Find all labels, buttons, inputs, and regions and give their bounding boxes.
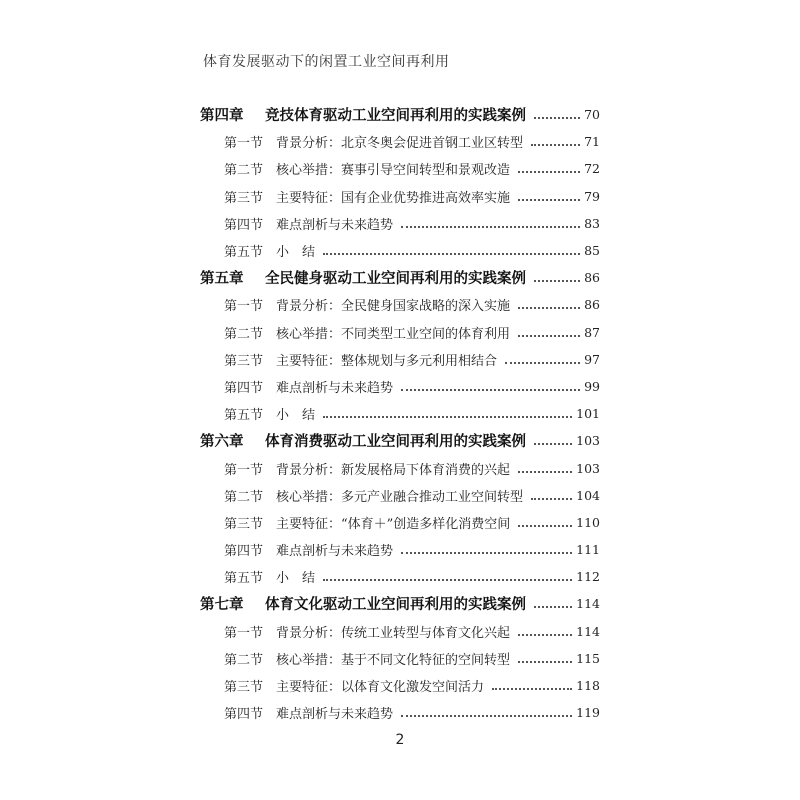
entry-title: 主要特征：整体规划与多元利用相结合 bbox=[276, 353, 498, 369]
entry-page-number: 119 bbox=[576, 705, 600, 721]
toc-chapter-entry bbox=[200, 101, 600, 128]
toc-section-entry bbox=[224, 645, 600, 672]
entry-page-number: 103 bbox=[576, 433, 600, 449]
entry-page-number: 87 bbox=[584, 324, 600, 340]
entry-page-number: 99 bbox=[584, 378, 600, 394]
entry-page-number: 71 bbox=[584, 134, 600, 150]
entry-number: 第四节 bbox=[224, 380, 264, 396]
entry-number: 第六章 bbox=[200, 433, 244, 451]
toc-chapter-entry bbox=[200, 427, 600, 454]
entry-number: 第一节 bbox=[224, 299, 264, 315]
table-of-contents bbox=[0, 101, 800, 726]
entry-number: 第三节 bbox=[224, 353, 264, 369]
entry-number: 第七章 bbox=[200, 596, 244, 614]
dot-leader bbox=[534, 116, 580, 119]
entry-number: 第二节 bbox=[224, 326, 264, 342]
entry-number: 第四章 bbox=[200, 107, 244, 125]
toc-chapter-entry bbox=[200, 264, 600, 291]
entry-number: 第三节 bbox=[224, 190, 264, 206]
running-header: 体育发展驱动下的闲置工业空间再利用 bbox=[203, 54, 450, 70]
entry-title: 核心举措：赛事引导空间转型和景观改造 bbox=[276, 163, 511, 179]
entry-title: 背景分析：传统工业转型与体育文化兴起 bbox=[276, 625, 511, 641]
toc-section-entry bbox=[224, 346, 600, 373]
dot-leader bbox=[531, 143, 580, 146]
entry-title: 主要特征：“体育＋”创造多样化消费空间 bbox=[276, 516, 511, 532]
entry-number: 第一节 bbox=[224, 625, 264, 641]
dot-leader bbox=[401, 551, 572, 554]
entry-title: 小 结 bbox=[276, 245, 316, 261]
entry-page-number: 115 bbox=[576, 650, 600, 666]
toc-section-entry bbox=[224, 291, 600, 318]
dot-leader bbox=[492, 687, 572, 690]
entry-page-number: 85 bbox=[584, 243, 600, 259]
entry-page-number: 97 bbox=[584, 351, 600, 367]
entry-title: 难点剖析与未来趋势 bbox=[276, 380, 394, 396]
entry-page-number: 86 bbox=[584, 297, 600, 313]
entry-number: 第四节 bbox=[224, 707, 264, 723]
dot-leader bbox=[518, 170, 580, 173]
entry-page-number: 70 bbox=[584, 107, 600, 123]
entry-number: 第三节 bbox=[224, 516, 264, 532]
entry-page-number: 86 bbox=[584, 270, 600, 286]
dot-leader bbox=[323, 578, 572, 581]
page-number: 2 bbox=[395, 732, 405, 748]
entry-number: 第二节 bbox=[224, 163, 264, 179]
entry-title: 小 结 bbox=[276, 408, 316, 424]
entry-number: 第四节 bbox=[224, 217, 264, 233]
entry-page-number: 118 bbox=[576, 678, 600, 694]
entry-number: 第五节 bbox=[224, 571, 264, 587]
entry-title: 体育文化驱动工业空间再利用的实践案例 bbox=[265, 596, 526, 614]
dot-leader bbox=[534, 442, 572, 445]
toc-section-entry bbox=[224, 155, 600, 182]
entry-number: 第一节 bbox=[224, 136, 264, 152]
entry-title: 体育消费驱动工业空间再利用的实践案例 bbox=[265, 433, 526, 451]
entry-page-number: 79 bbox=[584, 188, 600, 204]
entry-title: 竞技体育驱动工业空间再利用的实践案例 bbox=[265, 107, 526, 125]
dot-leader bbox=[534, 279, 580, 282]
dot-leader bbox=[505, 361, 580, 364]
toc-section-entry bbox=[224, 128, 600, 155]
entry-page-number: 114 bbox=[576, 623, 600, 639]
toc-section-entry bbox=[224, 210, 600, 237]
dot-leader bbox=[531, 497, 572, 500]
toc-section-entry bbox=[224, 237, 600, 264]
entry-page-number: 83 bbox=[584, 215, 600, 231]
entry-page-number: 101 bbox=[576, 406, 600, 422]
toc-section-entry bbox=[224, 373, 600, 400]
entry-title: 背景分析：全民健身国家战略的深入实施 bbox=[276, 299, 511, 315]
entry-page-number: 114 bbox=[576, 596, 600, 612]
entry-page-number: 104 bbox=[576, 487, 600, 503]
toc-section-entry bbox=[224, 563, 600, 590]
entry-number: 第五节 bbox=[224, 408, 264, 424]
dot-leader bbox=[401, 388, 580, 391]
toc-section-entry bbox=[224, 672, 600, 699]
entry-page-number: 112 bbox=[576, 569, 600, 585]
dot-leader bbox=[401, 714, 572, 717]
entry-number: 第三节 bbox=[224, 680, 264, 696]
entry-page-number: 72 bbox=[584, 161, 600, 177]
entry-page-number: 103 bbox=[576, 460, 600, 476]
dot-leader bbox=[323, 252, 580, 255]
entry-title: 核心举措：不同类型工业空间的体育利用 bbox=[276, 326, 511, 342]
entry-title: 核心举措：多元产业融合推动工业空间转型 bbox=[276, 489, 524, 505]
toc-section-entry bbox=[224, 454, 600, 481]
entry-number: 第五章 bbox=[200, 270, 244, 288]
toc-section-entry bbox=[224, 319, 600, 346]
toc-section-entry bbox=[224, 536, 600, 563]
entry-title: 难点剖析与未来趋势 bbox=[276, 544, 394, 560]
entry-number: 第四节 bbox=[224, 544, 264, 560]
dot-leader bbox=[518, 633, 572, 636]
entry-title: 背景分析：新发展格局下体育消费的兴起 bbox=[276, 462, 511, 478]
dot-leader bbox=[323, 415, 572, 418]
dot-leader bbox=[518, 524, 572, 527]
entry-title: 核心举措：基于不同文化特征的空间转型 bbox=[276, 652, 511, 668]
entry-number: 第五节 bbox=[224, 245, 264, 261]
entry-number: 第一节 bbox=[224, 462, 264, 478]
dot-leader bbox=[518, 198, 580, 201]
toc-chapter-entry bbox=[200, 590, 600, 617]
toc-section-entry bbox=[224, 400, 600, 427]
entry-title: 难点剖析与未来趋势 bbox=[276, 217, 394, 233]
toc-section-entry bbox=[224, 699, 600, 726]
entry-title: 难点剖析与未来趋势 bbox=[276, 707, 394, 723]
dot-leader bbox=[518, 306, 580, 309]
entry-title: 小 结 bbox=[276, 571, 316, 587]
dot-leader bbox=[401, 225, 580, 228]
entry-page-number: 111 bbox=[576, 542, 600, 558]
toc-section-entry bbox=[224, 509, 600, 536]
dot-leader bbox=[518, 334, 580, 337]
entry-number: 第二节 bbox=[224, 489, 264, 505]
dot-leader bbox=[534, 605, 572, 608]
dot-leader bbox=[518, 470, 572, 473]
toc-section-entry bbox=[224, 183, 600, 210]
toc-section-entry bbox=[224, 482, 600, 509]
dot-leader bbox=[518, 660, 572, 663]
entry-title: 全民健身驱动工业空间再利用的实践案例 bbox=[265, 270, 526, 288]
entry-title: 主要特征：国有企业优势推进高效率实施 bbox=[276, 190, 511, 206]
toc-section-entry bbox=[224, 618, 600, 645]
entry-number: 第二节 bbox=[224, 652, 264, 668]
entry-title: 主要特征：以体育文化激发空间活力 bbox=[276, 680, 485, 696]
entry-page-number: 110 bbox=[576, 514, 600, 530]
entry-title: 背景分析：北京冬奥会促进首钢工业区转型 bbox=[276, 136, 524, 152]
